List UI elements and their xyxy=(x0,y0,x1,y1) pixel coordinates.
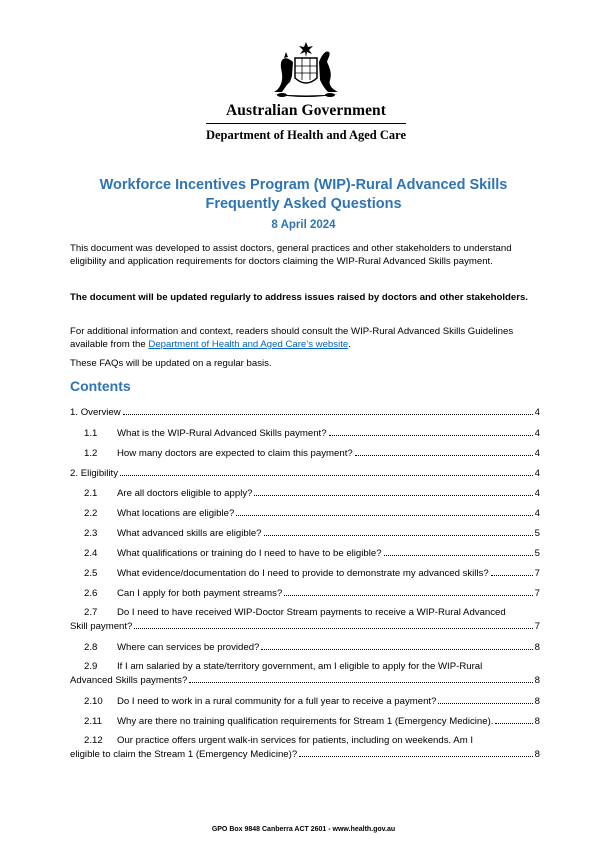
toc-number: 2.5 xyxy=(84,568,98,579)
toc-number: 1.2 xyxy=(84,448,98,459)
toc-number: 2. xyxy=(70,468,79,479)
intro-paragraph-3 xyxy=(70,325,540,351)
toc-leader xyxy=(264,526,533,536)
toc-number: 2.8 xyxy=(84,642,98,653)
intro-paragraph-3-end: . xyxy=(348,339,351,350)
toc-text: How many doctors are expected to claim this payment? xyxy=(117,448,353,459)
toc-number: 2.4 xyxy=(84,548,98,559)
toc-leader xyxy=(189,673,532,683)
toc-text-continued: Advanced Skills payments? xyxy=(70,675,188,686)
toc-leader xyxy=(261,640,532,650)
toc-page: 7 xyxy=(534,588,540,599)
toc-leader xyxy=(236,506,532,516)
toc-entry-2[interactable] xyxy=(70,466,540,479)
toc-text: If I am salaried by a state/territory government, am I eligible to apply for the WIP-Rural xyxy=(117,661,483,672)
toc-text: Can I apply for both payment streams? xyxy=(117,588,283,599)
toc-entry-2-5[interactable] xyxy=(84,566,540,579)
toc-number: 1.1 xyxy=(84,428,98,439)
toc-text: Overview xyxy=(80,407,121,418)
toc-entry-2-1[interactable] xyxy=(84,486,540,499)
toc-entry-2-9[interactable] xyxy=(70,660,540,687)
toc-entry-2-4[interactable] xyxy=(84,546,540,559)
toc-number: 2.2 xyxy=(84,508,98,519)
toc-text-continued: Skill payment? xyxy=(70,621,133,632)
toc-entry-2-8[interactable] xyxy=(84,640,540,653)
toc-text: Do I need to work in a rural community for a full year to receive a payment? xyxy=(117,696,437,707)
coat-of-arms-icon xyxy=(268,40,344,100)
toc-entry-2-12[interactable] xyxy=(70,734,540,761)
toc-page: 7 xyxy=(534,621,540,632)
department-name: Department of Health and Aged Care xyxy=(205,128,407,142)
intro-paragraph-3-text: For additional information and context, readers should consult the WIP-Rural Advanced Skills Guidelines available from the xyxy=(70,326,514,350)
document-title-line-2: Frequently Asked Questions xyxy=(205,196,402,212)
toc-entry-2-3[interactable] xyxy=(84,526,540,539)
toc-number: 2.1 xyxy=(84,488,98,499)
toc-page: 8 xyxy=(534,642,540,653)
toc-text: What locations are eligible? xyxy=(117,508,235,519)
toc-text: What qualifications or training do I need to have to be eligible? xyxy=(117,548,382,559)
toc-entry-2-10[interactable] xyxy=(84,694,540,707)
toc-entry-1-1[interactable] xyxy=(84,426,540,439)
toc-leader xyxy=(134,619,532,629)
toc-page: 4 xyxy=(534,428,540,439)
toc-text: What is the WIP-Rural Advanced Skills payment? xyxy=(117,428,327,439)
toc-text: Eligibility xyxy=(80,468,119,479)
toc-number: 2.6 xyxy=(84,588,98,599)
toc-number: 2.12 xyxy=(84,735,103,746)
toc-entry-1[interactable] xyxy=(70,405,540,418)
toc-text: Where can services be provided? xyxy=(117,642,260,653)
document-title-line-1: Workforce Incentives Program (WIP)-Rural Advanced Skills xyxy=(99,177,508,193)
toc-number: 2.3 xyxy=(84,528,98,539)
toc-leader xyxy=(355,446,533,456)
toc-number: 1. xyxy=(70,407,79,418)
toc-text: Are all doctors eligible to apply? xyxy=(117,488,253,499)
toc-page: 8 xyxy=(534,696,540,707)
toc-page: 8 xyxy=(534,716,540,727)
intro-paragraph-2: The document will be updated regularly to address issues raised by doctors and other stakeholders. xyxy=(70,292,528,303)
toc-text: What evidence/documentation do I need to provide to demonstrate my advanced skills? xyxy=(117,568,489,579)
government-logo xyxy=(196,40,416,143)
toc-page: 4 xyxy=(534,508,540,519)
toc-entry-2-7[interactable] xyxy=(70,606,540,633)
toc-number: 2.11 xyxy=(84,716,102,727)
toc-leader xyxy=(123,405,533,415)
page-footer: GPO Box 9848 Canberra ACT 2601 - www.health.gov.au xyxy=(211,826,396,833)
toc-entry-2-2[interactable] xyxy=(84,506,540,519)
toc-page: 8 xyxy=(534,749,540,760)
toc-leader xyxy=(329,426,533,436)
toc-text: Do I need to have received WIP-Doctor Stream payments to receive a WIP-Rural Advanced xyxy=(117,607,506,618)
department-website-link[interactable]: Department of Health and Aged Care’s website xyxy=(148,339,349,350)
toc-leader xyxy=(495,714,532,724)
toc-leader xyxy=(120,466,533,476)
intro-paragraph-1: This document was developed to assist doctors, general practices and other stakeholders to understand eligibility and application requirements for doctors claiming the WIP-Rural Advanced Skills payment. xyxy=(70,243,512,267)
contents-heading: Contents xyxy=(70,378,131,394)
government-name: Australian Government xyxy=(225,102,387,119)
document-date: 8 April 2024 xyxy=(271,219,336,231)
toc-leader xyxy=(438,694,532,704)
toc-page: 8 xyxy=(534,675,540,686)
header-divider xyxy=(206,123,406,124)
toc-entry-2-6[interactable] xyxy=(84,586,540,599)
toc-text-continued: eligible to claim the Stream 1 (Emergency Medicine)? xyxy=(70,749,298,760)
toc-leader xyxy=(254,486,532,496)
toc-entry-1-2[interactable] xyxy=(84,446,540,459)
toc-leader xyxy=(491,566,533,576)
intro-paragraph-4: These FAQs will be updated on a regular basis. xyxy=(70,358,272,369)
toc-leader xyxy=(299,747,533,757)
toc-page: 4 xyxy=(534,407,540,418)
toc-leader xyxy=(284,586,532,596)
toc-text: Our practice offers urgent walk-in services for patients, including on weekends. Am I xyxy=(117,735,474,746)
toc-number: 2.10 xyxy=(84,696,103,707)
toc-page: 5 xyxy=(534,548,540,559)
toc-text: What advanced skills are eligible? xyxy=(117,528,262,539)
toc-entry-2-11[interactable] xyxy=(84,714,540,727)
toc-number: 2.7 xyxy=(84,607,98,618)
toc-page: 4 xyxy=(534,468,540,479)
toc-leader xyxy=(384,546,533,556)
toc-page: 5 xyxy=(534,528,540,539)
toc-number: 2.9 xyxy=(84,661,98,672)
toc-page: 4 xyxy=(534,488,540,499)
toc-page: 4 xyxy=(534,448,540,459)
toc-page: 7 xyxy=(534,568,540,579)
toc-text: Why are there no training qualification requirements for Stream 1 (Emergency Medicine). xyxy=(117,716,494,727)
